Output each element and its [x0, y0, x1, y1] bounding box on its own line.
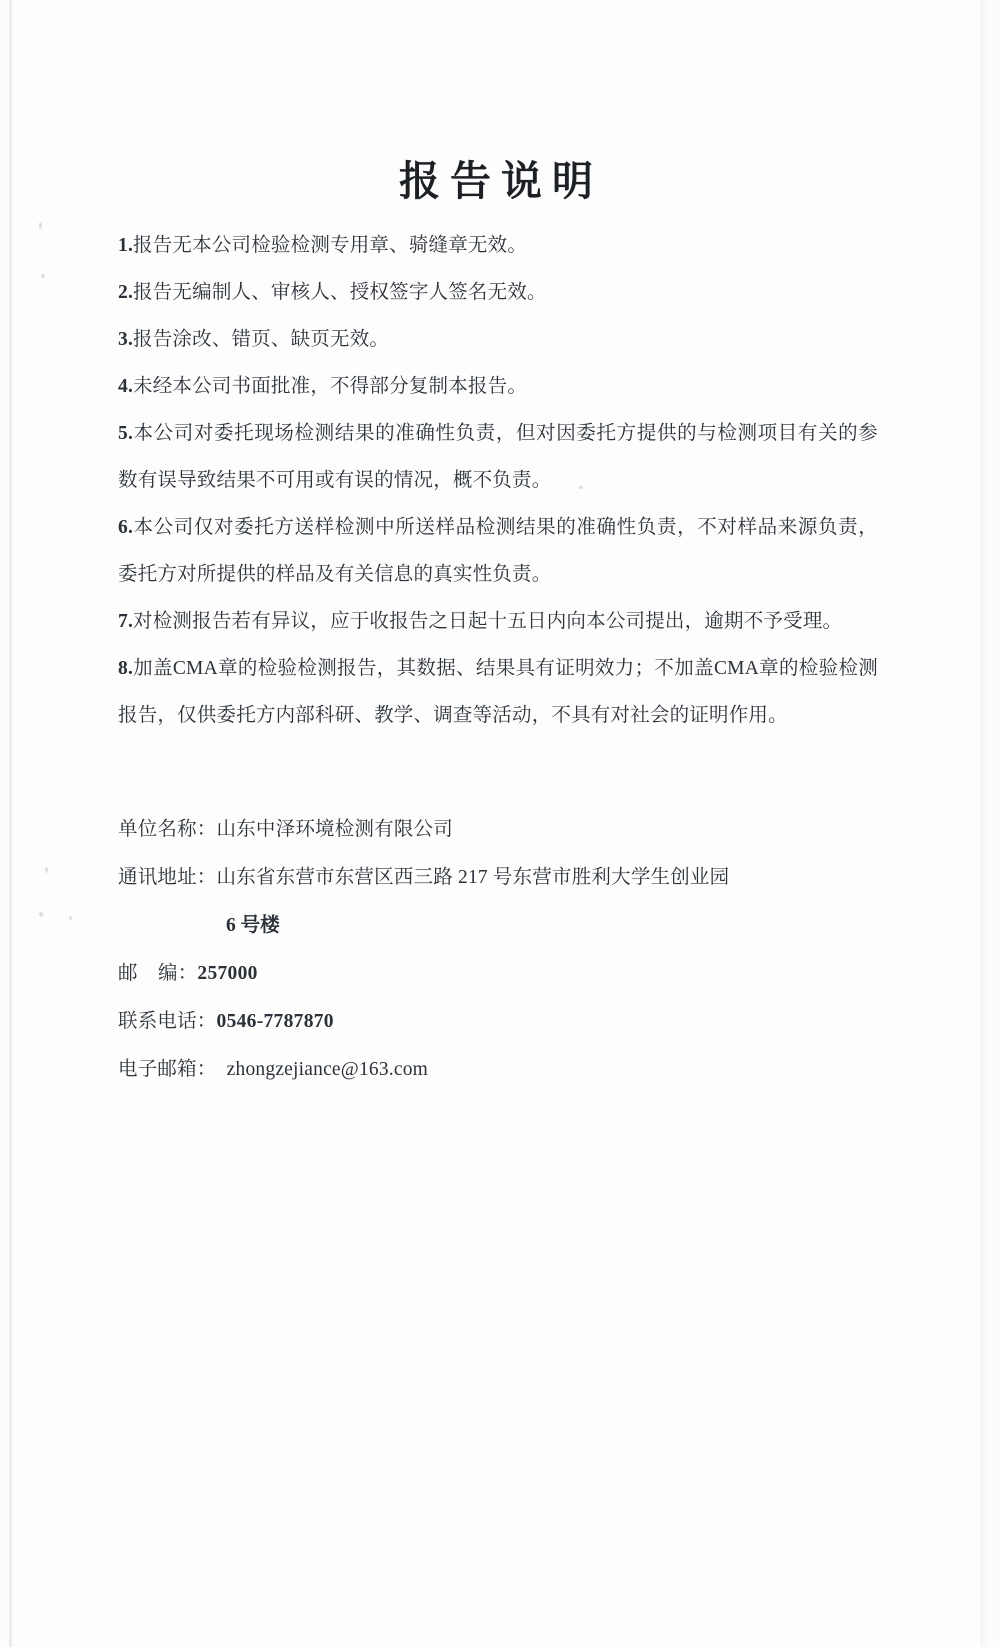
clause-text: 报告无编制人、审核人、授权签字人签名无效。	[133, 282, 547, 303]
scan-speck	[41, 274, 45, 278]
scan-speck	[45, 867, 48, 873]
email-value: zhongzejiance@163.com	[216, 1059, 429, 1080]
email-label: 电子邮箱：	[118, 1059, 217, 1080]
clause-item	[118, 222, 878, 269]
clause-text: 报告无本公司检验检测专用章、骑缝章无效。	[133, 235, 528, 256]
scan-speck	[39, 222, 42, 229]
phone-value: 0546-7787870	[216, 1011, 334, 1032]
email-row	[118, 1046, 898, 1094]
phone-row	[118, 998, 898, 1046]
address-row	[118, 854, 898, 902]
address-value: 山东省东营市东营区西三路 217 号东营市胜利大学生创业园	[216, 867, 730, 888]
clause-number: 4.	[118, 376, 134, 397]
clause-list	[118, 222, 878, 739]
scan-speck	[69, 916, 72, 920]
clause-item	[118, 363, 878, 410]
postcode-row	[118, 950, 898, 998]
clause-number: 1.	[118, 235, 134, 256]
address-label: 通讯地址：	[118, 867, 217, 888]
company-name-label: 单位名称：	[118, 819, 217, 840]
clause-item	[118, 269, 878, 316]
address-value-continued: 6 号楼	[226, 915, 280, 936]
clause-item	[118, 316, 878, 363]
clause-text: 加盖CMA章的检验检测报告，其数据、结果具有证明效力；不加盖CMA章的检验检测报告，仅供委托方内部科研、教学、调查等活动，不具有对社会的证明作用。	[118, 658, 878, 726]
clause-item	[118, 410, 878, 504]
clause-number: 6.	[118, 517, 134, 538]
clause-number: 8.	[118, 658, 134, 679]
document-page	[9, 0, 983, 1647]
clause-text: 未经本公司书面批准，不得部分复制本报告。	[133, 376, 528, 397]
scan-speck	[39, 912, 43, 917]
page-title: 报告说明	[399, 158, 603, 204]
scan-speck	[579, 486, 583, 489]
clause-text: 对检测报告若有异议，应于收报告之日起十五日内向本公司提出，逾期不予受理。	[133, 611, 843, 632]
clause-number: 2.	[118, 282, 134, 303]
company-name-row	[118, 806, 898, 854]
clause-item	[118, 504, 878, 598]
clause-text: 本公司仅对委托方送样检测中所送样品检测结果的准确性负责，不对样品来源负责，委托方对所提供的样品及有关信息的真实性负责。	[118, 517, 878, 585]
clause-item	[118, 598, 878, 645]
clause-text: 本公司对委托现场检测结果的准确性负责，但对因委托方提供的与检测项目有关的参数有误导致结果不可用或有误的情况，概不负责。	[118, 423, 878, 491]
clause-text: 报告涂改、错页、缺页无效。	[133, 329, 390, 350]
clause-number: 7.	[118, 611, 134, 632]
postcode-value: 257000	[197, 963, 258, 984]
clause-item	[118, 645, 878, 739]
clause-number: 5.	[118, 423, 134, 444]
phone-label: 联系电话：	[118, 1011, 217, 1032]
page-content	[9, 0, 983, 1647]
company-name-value: 山东中泽环境检测有限公司	[216, 819, 453, 840]
contact-block	[118, 806, 898, 1094]
clause-number: 3.	[118, 329, 134, 350]
postcode-label: 邮 编：	[118, 963, 198, 984]
